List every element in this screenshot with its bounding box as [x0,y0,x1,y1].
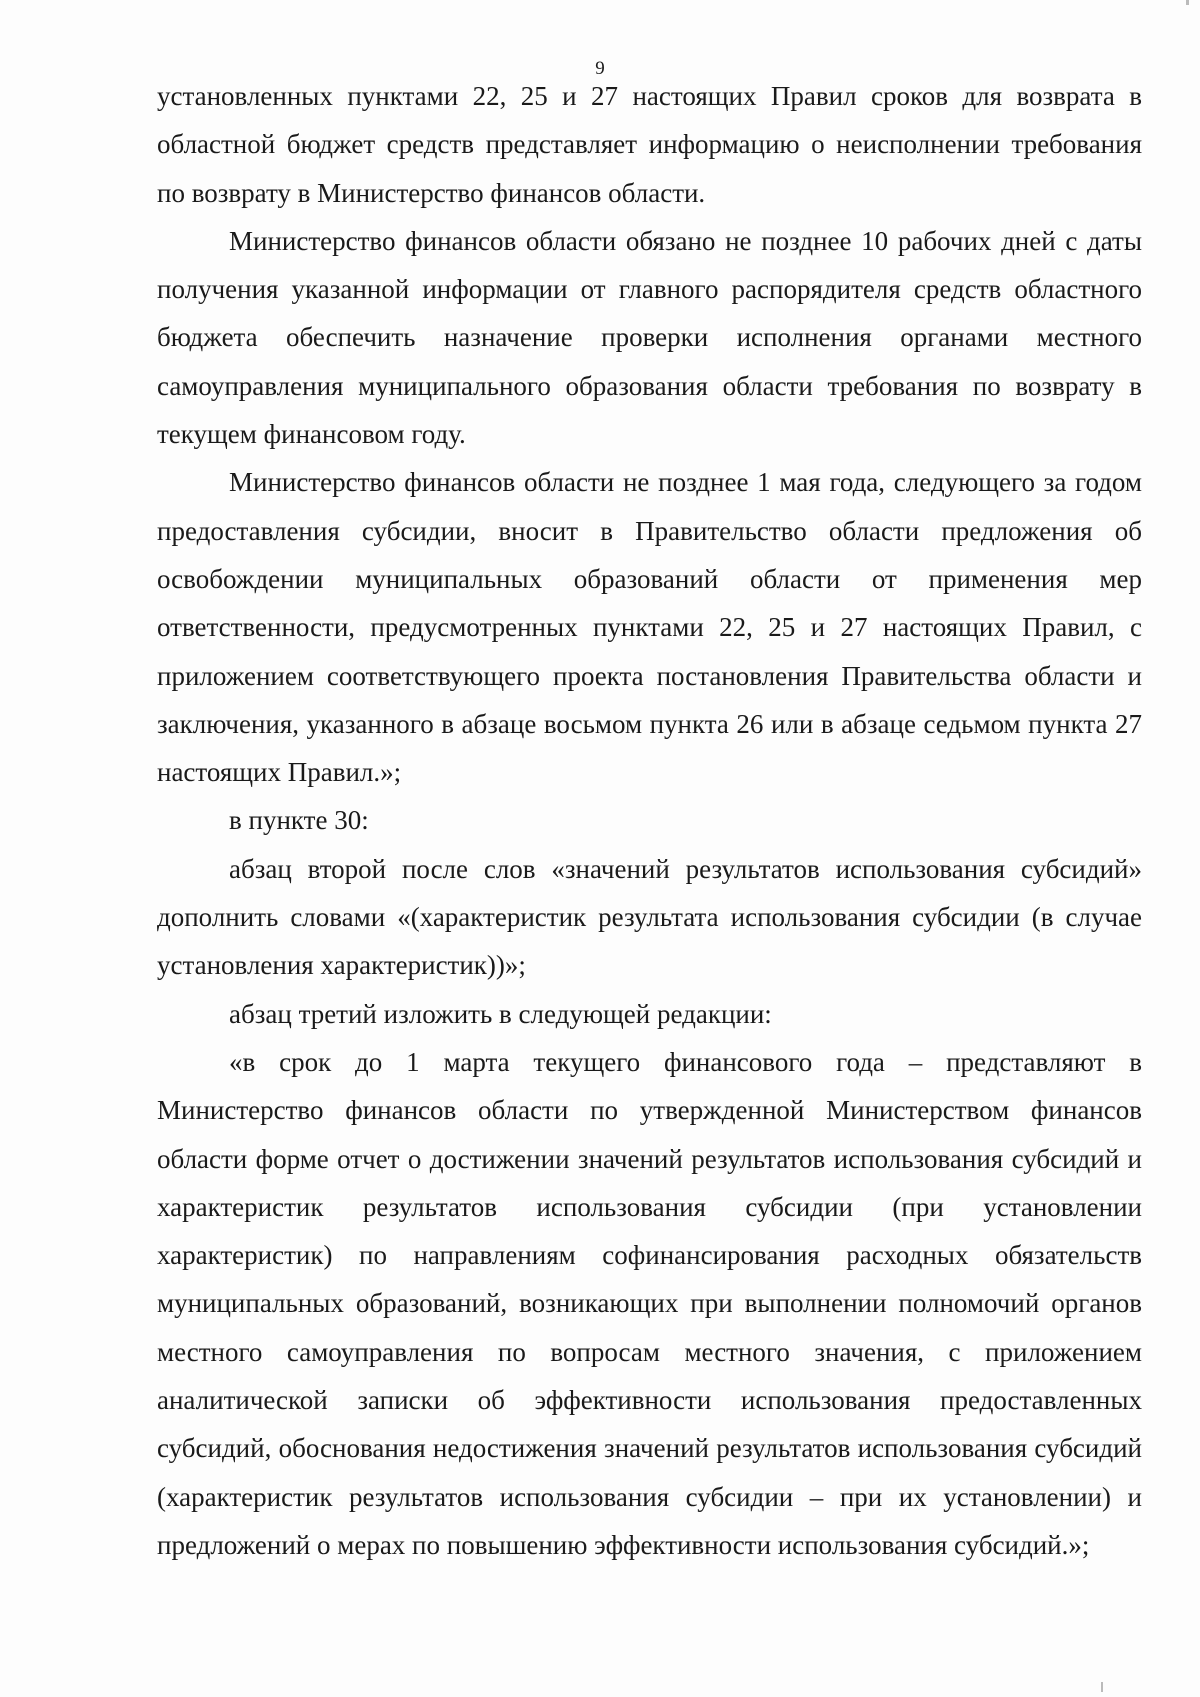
scan-artifact-top-right [1186,0,1189,5]
scan-artifact-bottom-right [1101,1682,1103,1692]
paragraph-7: «в срок до 1 марта текущего финансового года – представляют в Министерство финансов области по утвержденной Министерством финансов области форме отчет о достижении значений результатов использования субсидий и характеристик результатов использования субсидии (при установлении характеристик) по направлениям софинансирования расходных обязательств муниципальных образований, возникающих при выполнении полномочий органов местного самоуправления по вопросам местного значения, с приложением аналитической записки об эффективности использования предоставленных субсидий, обоснования недостижения значений результатов использования субсидий (характеристик результатов использования субсидии – при их установлении) и предложений о мерах по повышению эффективности использования субсидий.»; [157,1046,1142,1560]
paragraph-3: Министерство финансов области не позднее 1 мая года, следующего за годом предоставления субсидии, вносит в Правительство области предложения об освобождении муниципальных образований области от применения мер ответственности, предусмотренных пунктами 22, 25 и 27 настоящих Правил, с приложением соответствующего проекта постановления Правительства области и заключения, указанного в абзаце восьмом пункта 26 или в абзаце седьмом пункта 27 настоящих Правил.»; [157,467,1142,788]
paragraph-5: абзац второй после слов «значений результатов использования субсидий» дополнить словами «(характеристик результата использования субсидии (в случае установления характеристик))»; [157,853,1142,981]
document-body [157,72,1142,1569]
page-number: 9 [595,58,605,79]
paragraph-4: в пункте 30: [229,805,369,836]
paragraph-6: абзац третий изложить в следующей редакции: [229,998,772,1029]
paragraph-2: Министерство финансов области обязано не позднее 10 рабочих дней с даты получения указанной информации от главного распорядителя средств областного бюджета обеспечить назначение проверки исполнения органами местного самоуправления муниципального образования области требования по возврату в текущем финансовом году. [157,225,1142,450]
paragraph-1: установленных пунктами 22, 25 и 27 настоящих Правил сроков для возврата в областной бюджет средств представляет информацию о неисполнении требования по возврату в Министерство финансов области. [157,81,1142,208]
